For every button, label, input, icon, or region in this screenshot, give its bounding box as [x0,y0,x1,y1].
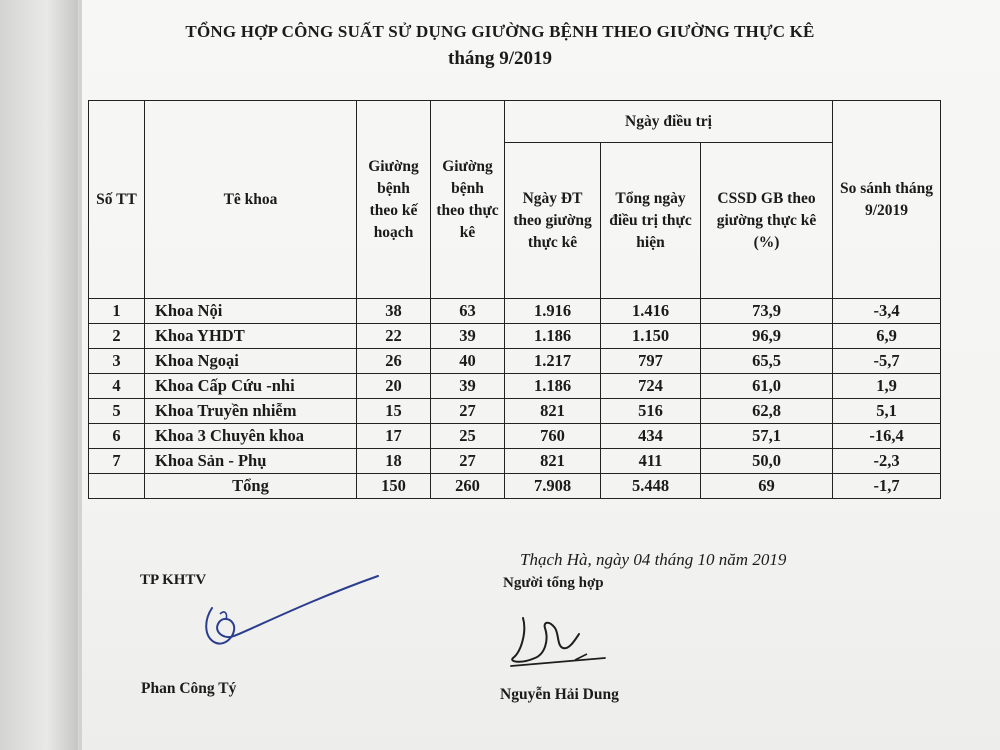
table-row [89,324,941,349]
header-compare: So sánh tháng 9/2019 [833,101,941,299]
cell-department: Khoa YHDT [145,324,357,349]
cell-total-compare: -1,7 [833,474,941,499]
signature-left [190,570,390,670]
cell-total-actual: 260 [431,474,505,499]
table-row [89,299,941,324]
header-stt: Số TT [89,101,145,299]
cell-stt: 4 [89,374,145,399]
cell-planned: 26 [357,349,431,374]
cell-total-days: 516 [601,399,701,424]
bed-usage-table [88,100,941,499]
cell-compare: -2,3 [833,449,941,474]
cell-planned: 18 [357,449,431,474]
cell-total-days: 797 [601,349,701,374]
cell-days-by-beds: 1.186 [505,374,601,399]
cell-compare: 6,9 [833,324,941,349]
cell-total-days: 1.150 [601,324,701,349]
cell-total-days: 724 [601,374,701,399]
cell-actual: 63 [431,299,505,324]
cell-total-days-by-beds: 7.908 [505,474,601,499]
cell-actual: 27 [431,399,505,424]
cell-department: Khoa Truyền nhiễm [145,399,357,424]
cell-days-by-beds: 1.916 [505,299,601,324]
cell-days-by-beds: 1.186 [505,324,601,349]
cell-planned: 15 [357,399,431,424]
cell-cssd: 50,0 [701,449,833,474]
header-department: Tê khoa [145,101,357,299]
table-row [89,424,941,449]
cell-days-by-beds: 1.217 [505,349,601,374]
cell-stt: 2 [89,324,145,349]
cell-actual: 27 [431,449,505,474]
cell-department: Khoa Sản - Phụ [145,449,357,474]
header-actual-beds: Giường bệnh theo thực kê [431,101,505,299]
left-signer-name: Phan Công Tý [141,680,237,697]
cell-total-total-days: 5.448 [601,474,701,499]
cell-days-by-beds: 821 [505,449,601,474]
cell-department: Khoa Cấp Cứu -nhi [145,374,357,399]
cell-compare: -3,4 [833,299,941,324]
cell-compare: 5,1 [833,399,941,424]
header-days-by-beds: Ngày ĐT theo giường thực kê [505,143,601,299]
cell-actual: 39 [431,324,505,349]
cell-cssd: 57,1 [701,424,833,449]
cell-days-by-beds: 821 [505,399,601,424]
cell-stt: 3 [89,349,145,374]
cell-cssd: 73,9 [701,299,833,324]
binding-edge [0,0,78,750]
place-date: Thạch Hà, ngày 04 tháng 10 năm 2019 [520,550,787,569]
right-signer-title: Người tổng hợp [503,575,604,591]
cell-total-days: 434 [601,424,701,449]
header-cssd: CSSD GB theo giường thực kê (%) [701,143,833,299]
cell-stt-empty [89,474,145,499]
cell-actual: 39 [431,374,505,399]
cell-total-days: 1.416 [601,299,701,324]
cell-days-by-beds: 760 [505,424,601,449]
cell-compare: 1,9 [833,374,941,399]
cell-total-planned: 150 [357,474,431,499]
cell-compare: -5,7 [833,349,941,374]
cell-stt: 7 [89,449,145,474]
cell-planned: 38 [357,299,431,324]
cell-planned: 17 [357,424,431,449]
signature-right [505,600,625,680]
cell-cssd: 96,9 [701,324,833,349]
cell-stt: 1 [89,299,145,324]
document-title: TỔNG HỢP CÔNG SUẤT SỬ DỤNG GIƯỜNG BỆNH THEO GIƯỜNG THỰC KÊ [185,22,815,41]
header-treatment-days: Ngày điều trị [505,101,833,143]
cell-stt: 6 [89,424,145,449]
cell-stt: 5 [89,399,145,424]
cell-total-cssd: 69 [701,474,833,499]
cell-actual: 25 [431,424,505,449]
cell-cssd: 65,5 [701,349,833,374]
cell-total-days: 411 [601,449,701,474]
right-signer-name: Nguyễn Hải Dung [500,686,619,703]
cell-department: Khoa Nội [145,299,357,324]
table-row [89,399,941,424]
header-planned-beds: Giường bệnh theo kế hoạch [357,101,431,299]
cell-compare: -16,4 [833,424,941,449]
header-total-days: Tổng ngày điều trị thực hiện [601,143,701,299]
cell-actual: 40 [431,349,505,374]
table-row [89,349,941,374]
table-row [89,449,941,474]
cell-cssd: 62,8 [701,399,833,424]
cell-department: Khoa Ngoại [145,349,357,374]
cell-department: Khoa 3 Chuyên khoa [145,424,357,449]
cell-cssd: 61,0 [701,374,833,399]
left-signer-title: TP KHTV [140,572,207,588]
cell-planned: 22 [357,324,431,349]
cell-total-label: Tổng [145,474,357,499]
document-subtitle: tháng 9/2019 [448,48,552,69]
cell-planned: 20 [357,374,431,399]
total-row [89,474,941,499]
table-row [89,374,941,399]
